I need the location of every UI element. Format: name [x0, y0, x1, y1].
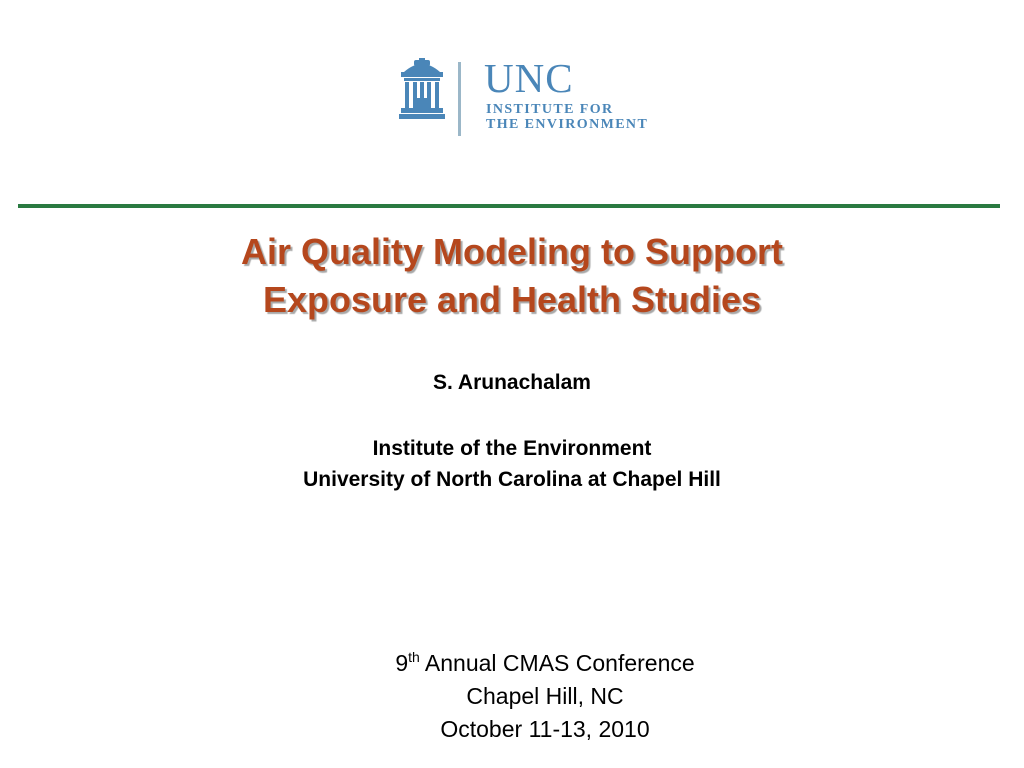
- slide-title-line1: Air Quality Modeling to Support: [241, 231, 783, 272]
- logo-wordmark: UNC: [484, 55, 574, 101]
- logo-subtitle-line1: INSTITUTE FOR: [486, 102, 614, 117]
- conference-location: Chapel Hill, NC: [466, 683, 624, 709]
- logo-subtitle-line2: THE ENVIRONMENT: [486, 117, 649, 132]
- unc-ie-logo: [398, 55, 662, 140]
- conference-dates: October 11-13, 2010: [440, 716, 650, 742]
- conference-name: Annual CMAS Conference: [424, 650, 695, 676]
- conference-info: [302, 647, 788, 746]
- conference-ordinal-suffix: th: [408, 649, 420, 665]
- old-well-icon: [398, 58, 446, 120]
- affiliation-line2: University of North Carolina at Chapel Hill: [303, 468, 721, 491]
- logo-divider: [458, 62, 461, 136]
- conference-ordinal-number: 9: [395, 650, 409, 676]
- slide-title: [0, 228, 1024, 324]
- affiliation: [0, 433, 1024, 495]
- conference-name-line: [302, 647, 788, 680]
- author-name: S. Arunachalam: [433, 371, 591, 394]
- affiliation-line1: Institute of the Environment: [372, 437, 652, 460]
- header-divider: [18, 204, 1000, 208]
- slide-title-line2: Exposure and Health Studies: [262, 279, 762, 320]
